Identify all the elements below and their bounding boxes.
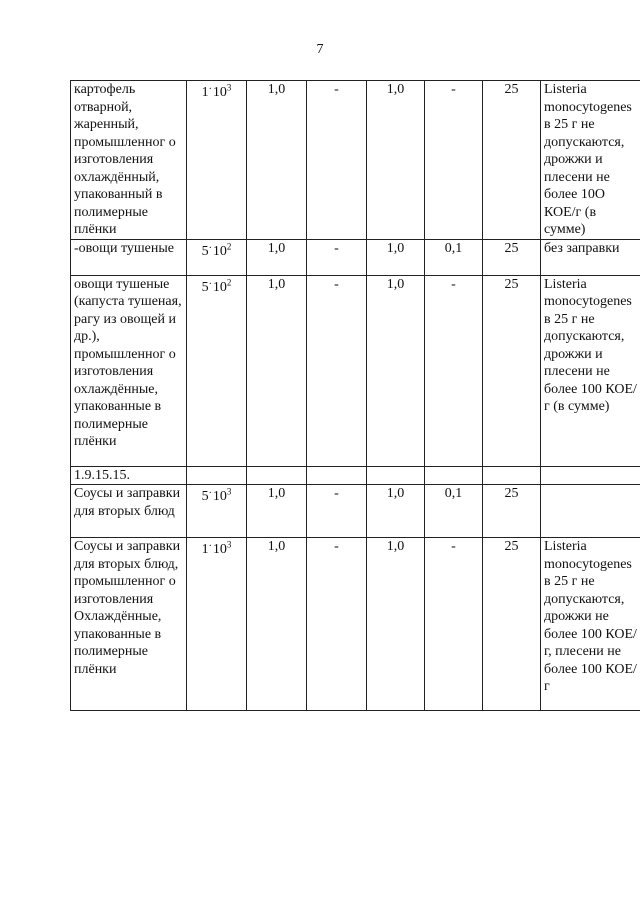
mesophile-count: $5^\cdot 10^3$ xyxy=(187,485,247,538)
note: Listeria monocytogenes в 25 г не допускаются, дрожжи не более 100 КОЕ/г, плесени не более 100 КОЕ/г xyxy=(541,538,640,711)
product-name: овощи тушеные (капуста тушеная, рагу из овощей и др.), промышленног о изготовления охлаждённые, упакованные в полимерные плёнки xyxy=(71,275,187,466)
salmonella-mass: 25 xyxy=(483,275,541,466)
salmonella-mass: 25 xyxy=(483,81,541,240)
staphylococcus-mass: - xyxy=(307,485,367,538)
sulfite-clostridia-mass: 0,1 xyxy=(425,239,483,275)
mesophile-count: $1^\cdot 10^3$ xyxy=(187,538,247,711)
coliform-mass: 1,0 xyxy=(247,538,307,711)
note: Listeria monocytogenes в 25 г не допускаются, дрожжи и плесени не более 100 КОЕ/г (в сумме) xyxy=(541,275,640,466)
empty-cell xyxy=(541,466,640,485)
coliform-mass: 1,0 xyxy=(247,275,307,466)
product-name: Соусы и заправки для вторых блюд, промышленног о изготовления Охлаждённые, упакованные в полимерные плёнки xyxy=(71,538,187,711)
empty-cell xyxy=(483,466,541,485)
table-row xyxy=(71,485,640,538)
staphylococcus-mass: - xyxy=(307,81,367,240)
bacillus-cereus-mass: 1,0 xyxy=(367,239,425,275)
empty-cell xyxy=(307,466,367,485)
section-row xyxy=(71,466,640,485)
mesophile-count: $5^\cdot 10^2$ xyxy=(187,239,247,275)
page-number: 7 xyxy=(316,42,324,57)
salmonella-mass: 25 xyxy=(483,239,541,275)
product-name: -овощи тушеные xyxy=(71,239,187,275)
coliform-mass: 1,0 xyxy=(247,239,307,275)
staphylococcus-mass: - xyxy=(307,275,367,466)
product-name: картофель отварной, жаренный, промышленног о изготовления охлаждённый, упакованный в полимерные плёнки xyxy=(71,81,187,240)
sulfite-clostridia-mass: - xyxy=(425,81,483,240)
table-row xyxy=(71,275,640,466)
note: без заправки xyxy=(541,239,640,275)
sulfite-clostridia-mass: 0,1 xyxy=(425,485,483,538)
bacillus-cereus-mass: 1,0 xyxy=(367,538,425,711)
bacillus-cereus-mass: 1,0 xyxy=(367,81,425,240)
bacillus-cereus-mass: 1,0 xyxy=(367,275,425,466)
staphylococcus-mass: - xyxy=(307,239,367,275)
empty-cell xyxy=(187,466,247,485)
table-row xyxy=(71,81,640,240)
bacillus-cereus-mass: 1,0 xyxy=(367,485,425,538)
note: Listeria monocytogenes в 25 г не допускаются, дрожжи и плесени не более 10О КОЕ/г (в сумме) xyxy=(541,81,640,240)
coliform-mass: 1,0 xyxy=(247,81,307,240)
salmonella-mass: 25 xyxy=(483,485,541,538)
empty-cell xyxy=(367,466,425,485)
salmonella-mass: 25 xyxy=(483,538,541,711)
staphylococcus-mass: - xyxy=(307,538,367,711)
mesophile-count: $5^\cdot 10^2$ xyxy=(187,275,247,466)
empty-cell xyxy=(425,466,483,485)
sulfite-clostridia-mass: - xyxy=(425,538,483,711)
empty-cell xyxy=(247,466,307,485)
section-code: 1.9.15.15. xyxy=(71,466,187,485)
product-name: Соусы и заправки для вторых блюд xyxy=(71,485,187,538)
microbiology-norms-table xyxy=(70,80,640,711)
sulfite-clostridia-mass: - xyxy=(425,275,483,466)
table-row xyxy=(71,239,640,275)
note xyxy=(541,485,640,538)
table-row xyxy=(71,538,640,711)
mesophile-count: $1^\cdot 10^3$ xyxy=(187,81,247,240)
coliform-mass: 1,0 xyxy=(247,485,307,538)
